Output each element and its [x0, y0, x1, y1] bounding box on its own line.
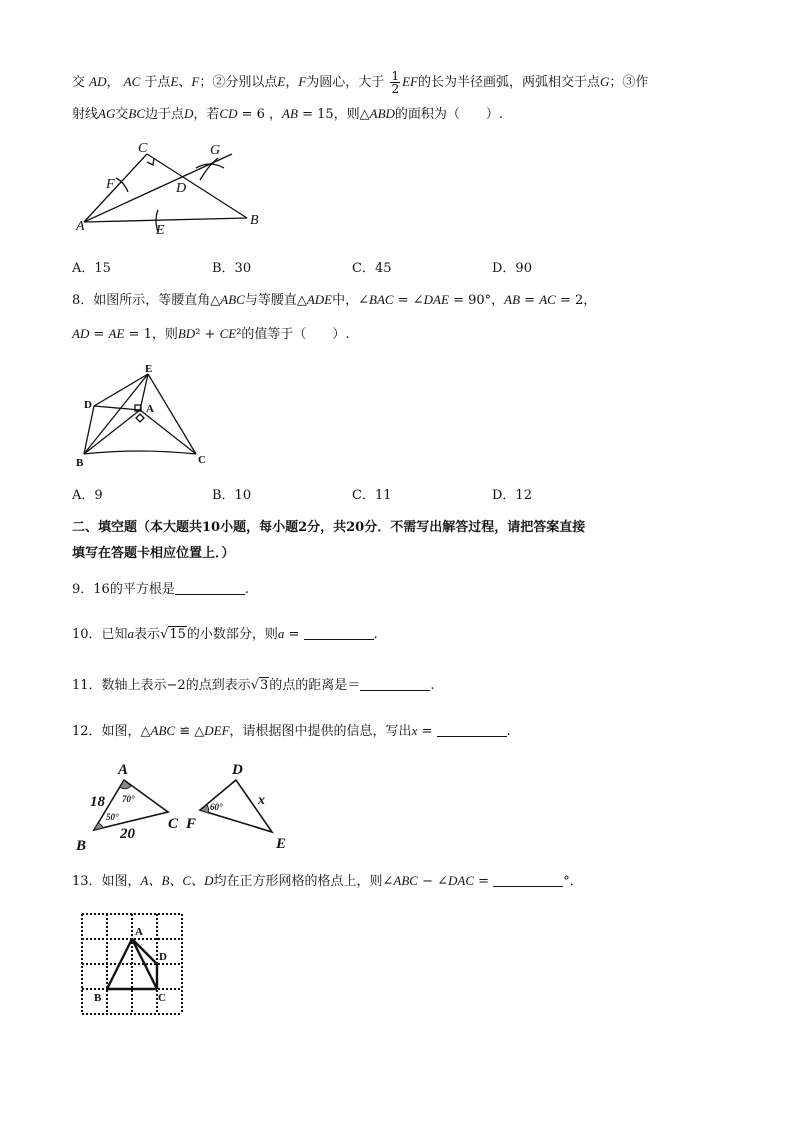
q8-text: ²	[236, 327, 242, 342]
q8-text: = 90°，	[448, 293, 505, 308]
section-heading-line2: 填写在答题卡相应位置上．）	[72, 546, 235, 561]
q7-text: 为圆心，大于	[306, 75, 385, 90]
q7-var: E	[277, 74, 286, 89]
q12-var: DEF	[204, 723, 230, 738]
q8-text: 中，∠	[332, 293, 370, 308]
q8-text: =	[520, 293, 540, 308]
q7-side-ac	[84, 154, 147, 222]
q8-option-d[interactable]: D．12	[492, 488, 532, 503]
frac-den: 2	[391, 82, 400, 96]
q8-option-c[interactable]: C．11	[352, 488, 392, 503]
q7-option-d[interactable]: D．90	[492, 261, 532, 276]
q12-label-d: D	[232, 762, 243, 778]
q7-label-g: G	[210, 143, 221, 158]
q13-text: °．	[563, 874, 583, 889]
q13-label-d: D	[159, 951, 167, 963]
q7-var: F	[191, 74, 200, 89]
q8-var: AB	[504, 292, 521, 307]
q11-answer-blank[interactable]	[360, 676, 430, 691]
q8-text: ² +	[195, 327, 220, 342]
q7-text: 于点	[144, 75, 171, 90]
q7-var: EF	[402, 74, 418, 89]
q10-answer-blank[interactable]	[304, 625, 374, 640]
q7-var: CD	[219, 106, 238, 121]
q13-label-b: B	[94, 992, 102, 1004]
q7-text: ；②分别以点	[199, 75, 278, 90]
q7-text: ，	[106, 75, 120, 90]
q7-text: 的面积为（ ）.	[394, 107, 504, 122]
q7-var: E	[170, 74, 179, 89]
q7-text: ，	[285, 75, 299, 90]
q8-text: =	[89, 327, 109, 342]
q8-side-ed	[94, 374, 148, 406]
q12-label-20: 20	[120, 826, 135, 842]
q7-var: ABD	[369, 106, 395, 121]
q8-line2	[72, 324, 350, 345]
q10-text: .	[373, 627, 378, 642]
q8-line1	[72, 290, 596, 311]
q12-label-60: 60°	[210, 802, 223, 812]
q9	[72, 580, 249, 600]
q12-text: =	[417, 724, 437, 739]
q12-label-50: 50°	[106, 812, 119, 822]
q8-side-ac	[140, 410, 196, 454]
q13-answer-blank[interactable]	[493, 872, 563, 887]
q10-var: a	[277, 626, 285, 641]
q8-side-bc	[84, 451, 196, 454]
q7-var: D	[184, 106, 194, 121]
q7-text: 交	[115, 107, 129, 122]
q12-answer-blank[interactable]	[437, 722, 507, 737]
q12-text: ，请根据图中提供的信息，写出	[229, 724, 412, 739]
q7-text: 边于点	[145, 107, 185, 122]
q7-var: BC	[128, 106, 145, 121]
sqrt-symbol: √15	[160, 627, 186, 642]
q12-label-e: E	[276, 836, 287, 852]
q7-option-b[interactable]: B．30	[212, 261, 252, 276]
q9-text: .	[244, 582, 249, 597]
q7-label-e: E	[156, 223, 165, 238]
q10	[72, 624, 378, 645]
q13-seg-ad	[132, 939, 157, 964]
q8-label-c: C	[198, 454, 206, 466]
q7-text: 射线	[72, 107, 99, 122]
q7-var: AD	[89, 74, 107, 89]
q8-right-angle-mark-2	[136, 414, 144, 422]
q8-text: 的值等于（ ）.	[241, 327, 350, 342]
q8-side-da	[94, 406, 140, 410]
q8-text: = ∠	[393, 293, 424, 308]
q12-var: ABC	[150, 723, 176, 738]
q13-label-a: A	[135, 926, 143, 938]
q8-option-a[interactable]: A．9	[72, 488, 103, 503]
q7-var: AB	[282, 106, 298, 121]
q12-label-f: F	[186, 816, 197, 832]
q7-text: 的长为半径画弧，两弧相交于点	[417, 75, 600, 90]
q8-text: 与等腰直△	[244, 293, 307, 308]
q7-var: G	[600, 74, 610, 89]
q7-text: 、	[178, 75, 192, 90]
q10-text: 表示	[134, 627, 161, 642]
q10-text: 的小数部分，则	[186, 627, 278, 642]
q11-radicand: 3	[260, 678, 269, 693]
q8-text: 8．如图所示，等腰直角△	[72, 293, 221, 308]
q7-right-angle-mark	[147, 158, 154, 165]
q7-text: 交	[72, 75, 86, 90]
frac-num: 1	[391, 69, 400, 83]
q8-label-d: D	[84, 399, 92, 411]
q8-var: ADE	[306, 292, 333, 307]
q10-radicand: 15	[169, 627, 186, 642]
q8-line-be	[84, 374, 148, 454]
q7-label-b: B	[250, 213, 259, 228]
q8-var: AE	[108, 326, 125, 341]
q11-text: 11．数轴上表示−2的点到表示	[72, 678, 251, 693]
q13	[72, 871, 583, 892]
q9-text: 9．16的平方根是	[72, 582, 175, 597]
q12-label-18: 18	[90, 794, 105, 810]
q8-var: ABC	[220, 292, 245, 307]
q10-text: 10．已知	[72, 627, 128, 642]
q8-var: DAE	[423, 292, 449, 307]
q8-text: = 2，	[555, 293, 597, 308]
q13-var: A、B、C、D	[140, 873, 214, 888]
q11	[72, 676, 434, 696]
q12-angle-a-mark	[120, 780, 131, 789]
q13-var: ABC	[393, 873, 418, 888]
q7-label-d: D	[176, 181, 187, 196]
q12-label-a: A	[118, 762, 129, 778]
q9-answer-blank[interactable]	[175, 580, 245, 595]
q12-label-c: C	[168, 816, 179, 832]
q7-option-a[interactable]: A．15	[72, 261, 111, 276]
q13-text: 均在正方形网格的格点上，则∠	[213, 874, 394, 889]
q8-text: = 1，则	[124, 327, 178, 342]
q7-text: = 6 ，	[237, 107, 283, 122]
q8-figure	[72, 362, 222, 474]
q12-label-x: x	[258, 793, 265, 808]
q13-text: 13．如图，	[72, 874, 141, 889]
q13-var: DAC	[448, 873, 475, 888]
one-half-fraction	[390, 70, 400, 95]
q13-label-c: C	[158, 992, 166, 1004]
q7-var: AC	[123, 74, 141, 89]
q7-label-a: A	[76, 219, 85, 234]
q7-line2	[72, 104, 503, 125]
q7-var: F	[298, 74, 307, 89]
q7-side-ab	[84, 218, 247, 222]
q8-var: BD	[177, 326, 196, 341]
q7-line1	[72, 70, 648, 95]
q8-var: AC	[539, 292, 556, 307]
q12-triangle-abc	[94, 780, 168, 830]
q8-var: AD	[72, 326, 90, 341]
q8-label-a: A	[146, 403, 154, 415]
q13-figure	[80, 912, 188, 1016]
q7-label-f: F	[106, 177, 115, 192]
section-heading-line1: 二、填空题（本大题共10小题，每小题2分，共20分．不需写出解答过程，请把答案直接	[72, 520, 586, 535]
q13-text: − ∠	[417, 874, 449, 889]
q12	[72, 721, 511, 742]
q11-text: .	[430, 678, 435, 693]
q8-var: BAC	[369, 292, 394, 307]
sqrt-symbol: √3	[250, 678, 269, 693]
q10-var: a	[127, 626, 135, 641]
q13-text: =	[474, 874, 494, 889]
q12-var: x	[411, 723, 418, 738]
q7-text: = 15，则△	[297, 107, 370, 122]
q7-text: ；③作	[609, 75, 649, 90]
q10-text: =	[284, 627, 304, 642]
q11-text: 的点的距离是＝	[269, 678, 361, 693]
q12-label-b: B	[76, 838, 87, 854]
q12-label-70: 70°	[122, 794, 135, 804]
q8-var: CE	[219, 326, 237, 341]
q7-text: ，若	[193, 107, 220, 122]
q7-var: AG	[98, 106, 116, 121]
q8-label-b: B	[76, 457, 84, 469]
q8-option-b[interactable]: B．10	[212, 488, 252, 503]
q12-figure	[76, 760, 306, 856]
q7-label-c: C	[138, 141, 148, 156]
q7-option-c[interactable]: C．45	[352, 261, 392, 276]
q7-figure	[72, 140, 272, 240]
q12-text: .	[506, 724, 511, 739]
q12-text: 12．如图，△	[72, 724, 151, 739]
q12-text: ≌ △	[175, 724, 205, 739]
q8-label-e: E	[145, 363, 153, 375]
q8-side-ec	[148, 374, 196, 454]
